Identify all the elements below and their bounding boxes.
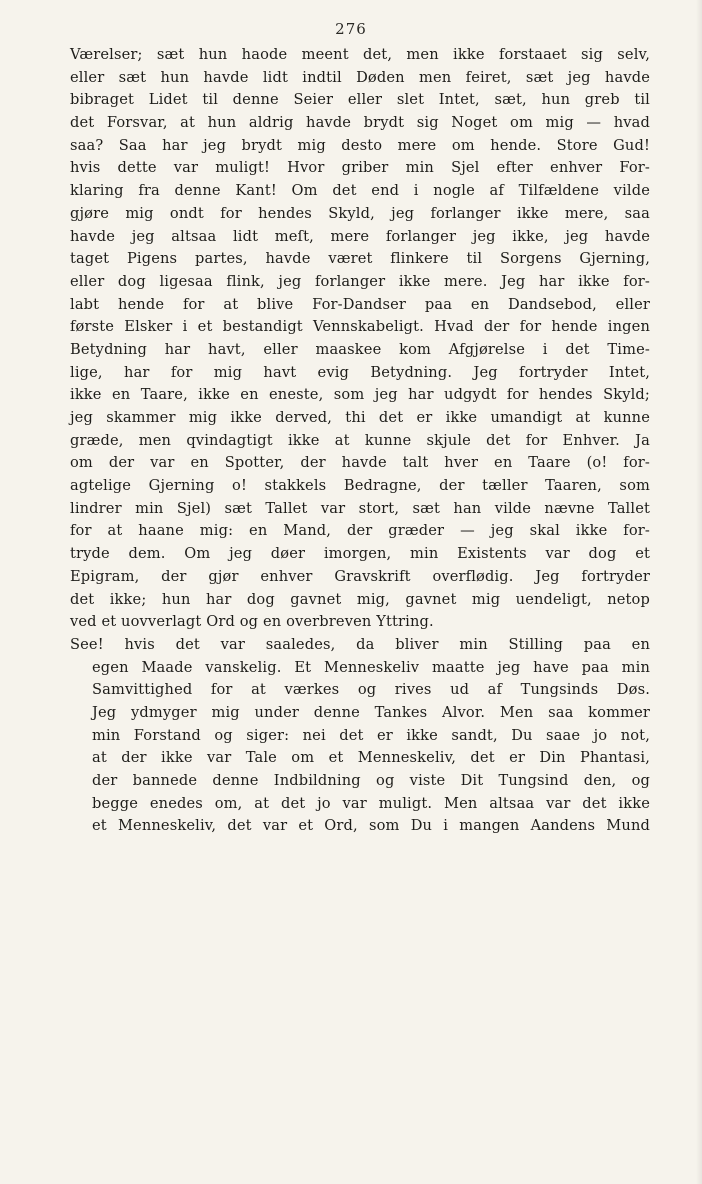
text-line: agtelige Gjerning o! stakkels Bedragne, der tæller Taaren, som xyxy=(70,477,650,495)
text-line: min Forstand og siger: nei det er ikke sandt, Du saae jo not, xyxy=(92,726,650,744)
text-line: et Menneskeliv, det var et Ord, som Du i mangen Aandens Mund xyxy=(92,817,650,835)
text-line: tryde dem. Om jeg døer imorgen, min Existents var dog et xyxy=(70,545,650,563)
text-line: jeg skammer mig ikke derved, thi det er ikke umandigt at kunne xyxy=(70,409,650,426)
page-number: 276 xyxy=(335,20,367,38)
text-line: egen Maade vanskelig. Et Menneskeliv maatte jeg have paa min xyxy=(92,658,650,676)
text-line: Jeg ydmyger mig under denne Tankes Alvor. Men saa kommer xyxy=(92,703,650,721)
page-edge-shadow xyxy=(696,0,702,1184)
text-line: om der var en Spotter, der havde talt hver en Taare (o! for- xyxy=(70,454,650,472)
text-line: gjøre mig ondt for hendes Skyld, jeg forlanger ikke mere, saa xyxy=(70,204,650,222)
paragraph-1 xyxy=(70,44,650,634)
text-line: labt hende for at blive For-Dandser paa en Dandsebod, eller xyxy=(70,295,650,313)
text-line: havde jeg altsaa lidt meſt, mere forlanger jeg ikke, jeg havde xyxy=(70,227,650,245)
text-line: klaring fra denne Kant! Om det end i nogle af Tilfældene vilde xyxy=(70,182,650,200)
text-line: See! hvis det var saaledes, da bliver min Stilling paa en xyxy=(70,635,650,653)
text-line: der bannede denne Indbildning og viste Dit Tungsind den, og xyxy=(92,772,650,789)
text-line: det Forsvar, at hun aldrig havde brydt sig Noget om mig — hvad xyxy=(70,114,650,132)
text-line: græde, men qvindagtigt ikke at kunne skjule det for Enhver. Ja xyxy=(70,431,650,449)
text-line: lige, har for mig havt evig Betydning. Jeg fortryder Intet, xyxy=(70,363,650,381)
text-line: eller dog ligesaa flink, jeg forlanger ikke mere. Jeg har ikke for- xyxy=(70,272,650,290)
text-line: første Elsker i et bestandigt Vennskabeligt. Hvad der for hende ingen xyxy=(70,318,650,336)
text-line: saa? Saa har jeg brydt mig desto mere om hende. Store Gud! xyxy=(70,136,650,154)
text-line: det ikke; hun har dog gavnet mig, gavnet mig uendeligt, netop xyxy=(70,590,650,608)
text-line: Betydning har havt, eller maaskee kom Afgjørelse i det Time- xyxy=(70,340,650,358)
text-line: lindrer min Sjel) sæt Tallet var stort, sæt han vilde nævne Tallet xyxy=(70,499,650,517)
text-line: Epigram, der gjør enhver Gravskrift overflødig. Jeg fortryder xyxy=(70,567,650,585)
text-line: at der ikke var Tale om et Menneskeliv, det er Din Phantasi, xyxy=(92,749,650,767)
text-line: for at haane mig: en Mand, der græder — jeg skal ikke for- xyxy=(70,522,650,540)
text-line: hvis dette var muligt! Hvor griber min Sjel efter enhver For- xyxy=(70,159,650,177)
text-line: bibraget Lidet til denne Seier eller slet Intet, sæt, hun greb til xyxy=(70,91,650,109)
text-line: eller sæt hun havde lidt indtil Døden men feiret, sæt jeg havde xyxy=(70,68,650,86)
text-line: ikke en Taare, ikke en eneste, som jeg har udgydt for hendes Skyld; xyxy=(70,386,650,404)
paragraph-2 xyxy=(70,634,650,838)
text-line: begge enedes om, at det jo var muligt. Men altsaa var det ikke xyxy=(92,794,650,812)
text-line: Samvittighed for at værkes og rives ud af Tungsinds Døs. xyxy=(92,681,650,699)
body-text xyxy=(70,44,650,838)
text-line: Værelser; sæt hun haode meent det, men ikke forstaaet sig selv, xyxy=(70,46,650,63)
text-line: taget Pigens partes, havde været flinkere til Sorgens Gjerning, xyxy=(70,250,650,268)
text-line: ved et uovverlagt Ord og en overbreven Yttring. xyxy=(70,613,434,631)
